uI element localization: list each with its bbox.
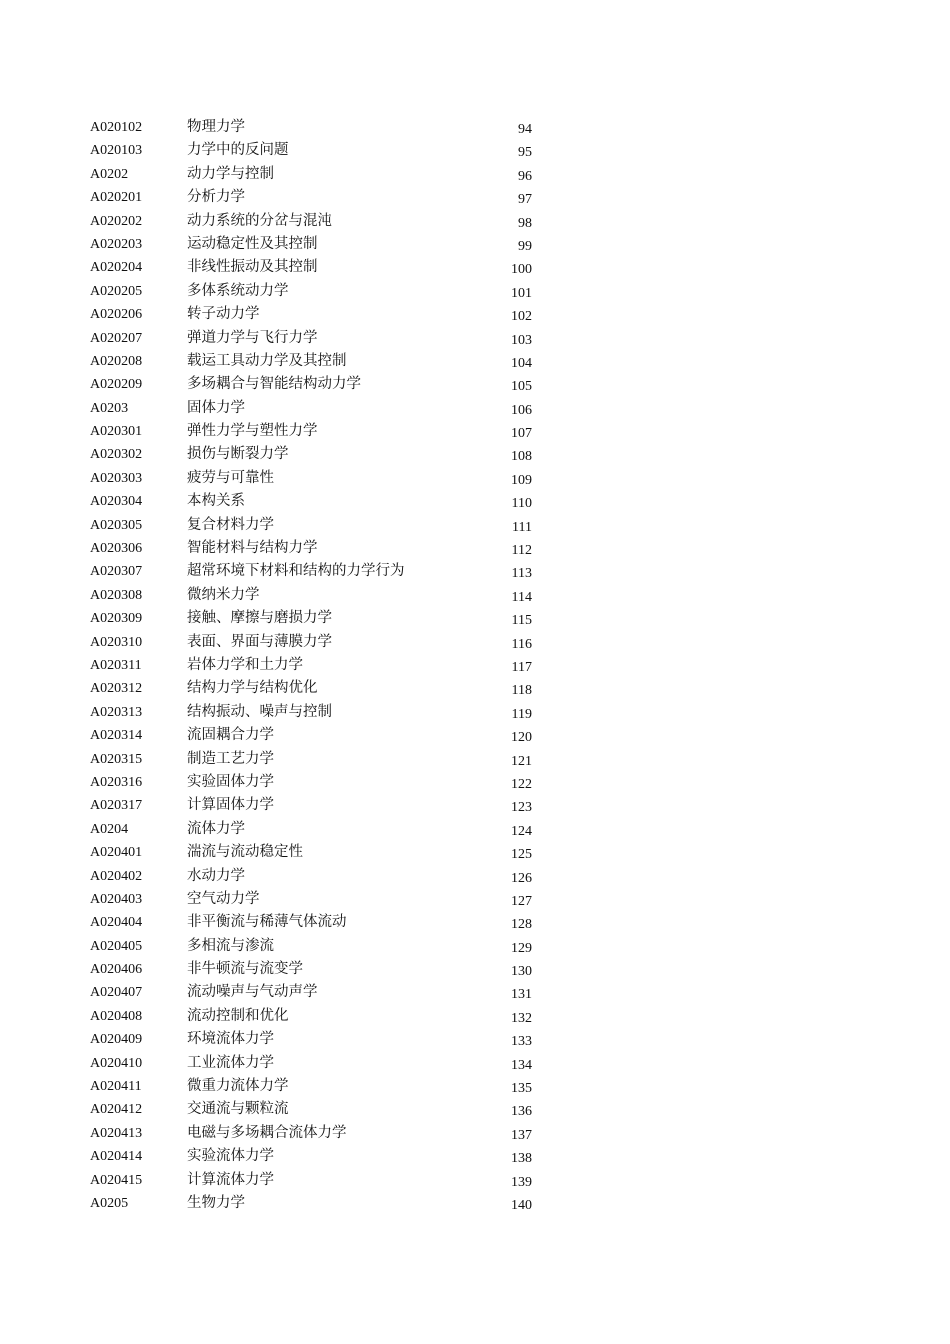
page-number: 101 [511,285,532,301]
discipline-code: A020305 [90,517,143,533]
toc-row [0,935,950,958]
page-number: 118 [511,683,532,699]
discipline-code: A020207 [90,330,143,346]
toc-row [0,163,950,186]
page-number: 124 [511,823,532,839]
discipline-title: 空气动力学 [187,890,260,907]
toc-row [0,443,950,466]
page-number: 126 [511,870,532,886]
page-number: 112 [511,543,532,559]
discipline-title: 生物力学 [187,1194,245,1211]
discipline-title: 动力学与控制 [187,165,274,182]
page-number: 99 [518,238,532,254]
page-number: 121 [511,753,532,769]
toc-row [0,911,950,934]
discipline-title: 流固耦合力学 [187,727,274,744]
discipline-code: A020312 [90,681,143,697]
discipline-code: A020314 [90,728,143,744]
discipline-title: 非牛顿流与流变学 [187,961,303,978]
discipline-title: 物理力学 [187,119,245,135]
page-number: 103 [511,332,532,348]
page-number: 131 [511,987,532,1003]
discipline-title: 非平衡流与稀薄气体流动 [187,914,347,931]
discipline-title: 多场耦合与智能结构动力学 [187,376,361,393]
toc-row [0,256,950,279]
discipline-code: A020102 [90,120,143,135]
page-number: 117 [511,659,532,675]
discipline-code: A020209 [90,377,143,393]
discipline-title: 损伤与断裂力学 [187,446,289,463]
discipline-code: A020401 [90,845,143,861]
page-number: 125 [511,847,532,863]
discipline-code: A020408 [90,1008,143,1024]
discipline-code: A0204 [90,821,129,837]
toc-row [0,1052,950,1075]
page-number: 98 [518,215,532,231]
discipline-code: A020315 [90,751,143,767]
discipline-code: A020411 [90,1079,142,1095]
page-number: 94 [518,122,532,137]
page-number: 138 [511,1151,532,1167]
page-number: 130 [511,964,532,980]
discipline-code: A0203 [90,400,129,416]
toc-row [0,1098,950,1121]
discipline-title: 电磁与多场耦合流体力学 [187,1124,347,1141]
discipline-code: A020203 [90,236,143,252]
toc-row [0,186,950,209]
page-number: 140 [511,1197,532,1213]
toc-row [0,373,950,396]
discipline-title: 多体系统动力学 [187,282,289,299]
page-number: 97 [518,192,532,208]
discipline-title: 复合材料力学 [187,516,274,533]
discipline-title: 计算固体力学 [187,797,274,814]
discipline-title: 多相流与渗流 [187,937,274,954]
discipline-title: 流动控制和优化 [187,1007,289,1024]
discipline-code: A020317 [90,798,143,814]
page-number: 100 [511,262,532,278]
page-number: 135 [511,1081,532,1097]
page-number: 104 [511,355,532,371]
discipline-title: 工业流体力学 [187,1054,274,1071]
discipline-code: A020409 [90,1032,143,1048]
discipline-code: A020301 [90,424,143,440]
table-of-contents [0,116,950,1215]
page-number: 111 [512,519,532,535]
toc-row [0,537,950,560]
discipline-title: 弹性力学与塑性力学 [187,423,318,440]
page-number: 107 [511,426,532,442]
discipline-code: A020406 [90,962,143,978]
toc-row [0,701,950,724]
discipline-title: 实验流体力学 [187,1148,274,1165]
toc-row [0,420,950,443]
page-number: 123 [511,800,532,816]
discipline-title: 微重力流体力学 [187,1078,289,1095]
toc-row [0,981,950,1004]
discipline-code: A020303 [90,470,143,486]
page-number: 136 [511,1104,532,1120]
discipline-title: 计算流体力学 [187,1171,274,1188]
discipline-code: A020307 [90,564,143,580]
toc-row [0,514,950,537]
toc-row [0,327,950,350]
discipline-code: A020316 [90,774,143,790]
page-number: 133 [511,1034,532,1050]
toc-row [0,303,950,326]
toc-row [0,654,950,677]
discipline-code: A020201 [90,190,143,206]
toc-row [0,1005,950,1028]
discipline-code: A020206 [90,307,143,323]
toc-row [0,1169,950,1192]
discipline-code: A020205 [90,283,143,299]
discipline-title: 载运工具动力学及其控制 [187,352,347,369]
toc-row [0,584,950,607]
toc-row [0,490,950,513]
toc-row [0,794,950,817]
toc-row [0,958,950,981]
discipline-code: A020404 [90,915,143,931]
toc-row [0,116,950,139]
toc-row [0,139,950,162]
page-number: 137 [511,1127,532,1143]
page-number: 105 [511,379,532,395]
discipline-title: 超常环境下材料和结构的力学行为 [187,563,405,580]
discipline-title: 流动噪声与气动声学 [187,984,318,1001]
discipline-code: A020103 [90,143,143,159]
discipline-code: A020204 [90,260,143,276]
discipline-title: 实验固体力学 [187,773,274,790]
discipline-title: 湍流与流动稳定性 [187,844,303,861]
toc-row [0,724,950,747]
discipline-code: A020413 [90,1125,143,1141]
toc-row [0,865,950,888]
page-number: 114 [511,589,532,605]
discipline-title: 本构关系 [187,493,245,510]
toc-row [0,467,950,490]
toc-row [0,631,950,654]
page-number: 129 [511,940,532,956]
discipline-title: 流体力学 [187,820,245,837]
toc-row [0,888,950,911]
page-number: 127 [511,893,532,909]
discipline-title: 动力系统的分岔与混沌 [187,212,332,229]
discipline-title: 环境流体力学 [187,1031,274,1048]
discipline-code: A020306 [90,541,143,557]
discipline-code: A020403 [90,891,143,907]
discipline-title: 转子动力学 [187,306,260,323]
page-number: 116 [511,636,532,652]
toc-row [0,748,950,771]
discipline-title: 力学中的反问题 [187,142,289,159]
discipline-code: A020310 [90,634,143,650]
page-number: 119 [511,706,532,722]
discipline-code: A020415 [90,1172,143,1188]
page-number: 128 [511,917,532,933]
page-number: 115 [511,613,532,629]
discipline-code: A020309 [90,611,143,627]
page-number: 95 [518,145,532,161]
toc-row [0,677,950,700]
page-number: 96 [518,168,532,184]
discipline-code: A020308 [90,587,143,603]
discipline-code: A020302 [90,447,143,463]
toc-row [0,233,950,256]
page-number: 110 [511,496,532,512]
discipline-title: 制造工艺力学 [187,750,274,767]
discipline-title: 疲劳与可靠性 [187,469,274,486]
page-number: 109 [511,472,532,488]
page-number: 132 [511,1010,532,1026]
discipline-title: 水动力学 [187,867,245,884]
discipline-title: 交通流与颗粒流 [187,1101,289,1118]
toc-row [0,1122,950,1145]
discipline-title: 表面、界面与薄膜力学 [187,633,332,650]
discipline-title: 结构力学与结构优化 [187,680,318,697]
page-number: 139 [511,1174,532,1190]
toc-row [0,350,950,373]
toc-row [0,841,950,864]
toc-row [0,210,950,233]
page-number: 134 [511,1057,532,1073]
discipline-code: A020313 [90,704,143,720]
discipline-code: A020202 [90,213,143,229]
toc-row [0,1192,950,1215]
toc-row [0,280,950,303]
discipline-code: A020402 [90,868,143,884]
discipline-code: A0205 [90,1195,129,1211]
page-number: 122 [511,776,532,792]
page-number: 108 [511,449,532,465]
discipline-title: 微纳米力学 [187,586,260,603]
toc-row [0,560,950,583]
discipline-title: 非线性振动及其控制 [187,259,318,276]
toc-row [0,397,950,420]
discipline-code: A020407 [90,985,143,1001]
discipline-code: A020208 [90,353,143,369]
discipline-code: A020410 [90,1055,143,1071]
discipline-code: A020304 [90,494,143,510]
discipline-title: 运动稳定性及其控制 [187,235,318,252]
toc-row [0,1075,950,1098]
discipline-code: A0202 [90,166,129,182]
toc-row [0,818,950,841]
page-number: 113 [511,566,532,582]
page-number: 120 [511,730,532,746]
discipline-title: 岩体力学和土力学 [187,656,303,673]
discipline-title: 分析力学 [187,189,245,206]
discipline-title: 接触、摩擦与磨损力学 [187,610,332,627]
page-number: 102 [511,309,532,325]
page-number: 106 [511,402,532,418]
discipline-title: 固体力学 [187,399,245,416]
discipline-code: A020414 [90,1149,143,1165]
discipline-code: A020311 [90,657,142,673]
toc-row [0,771,950,794]
discipline-title: 弹道力学与飞行力学 [187,329,318,346]
discipline-code: A020412 [90,1102,143,1118]
discipline-code: A020405 [90,938,143,954]
toc-row [0,607,950,630]
discipline-title: 结构振动、噪声与控制 [187,703,332,720]
toc-row [0,1145,950,1168]
toc-row [0,1028,950,1051]
discipline-title: 智能材料与结构力学 [187,540,318,557]
